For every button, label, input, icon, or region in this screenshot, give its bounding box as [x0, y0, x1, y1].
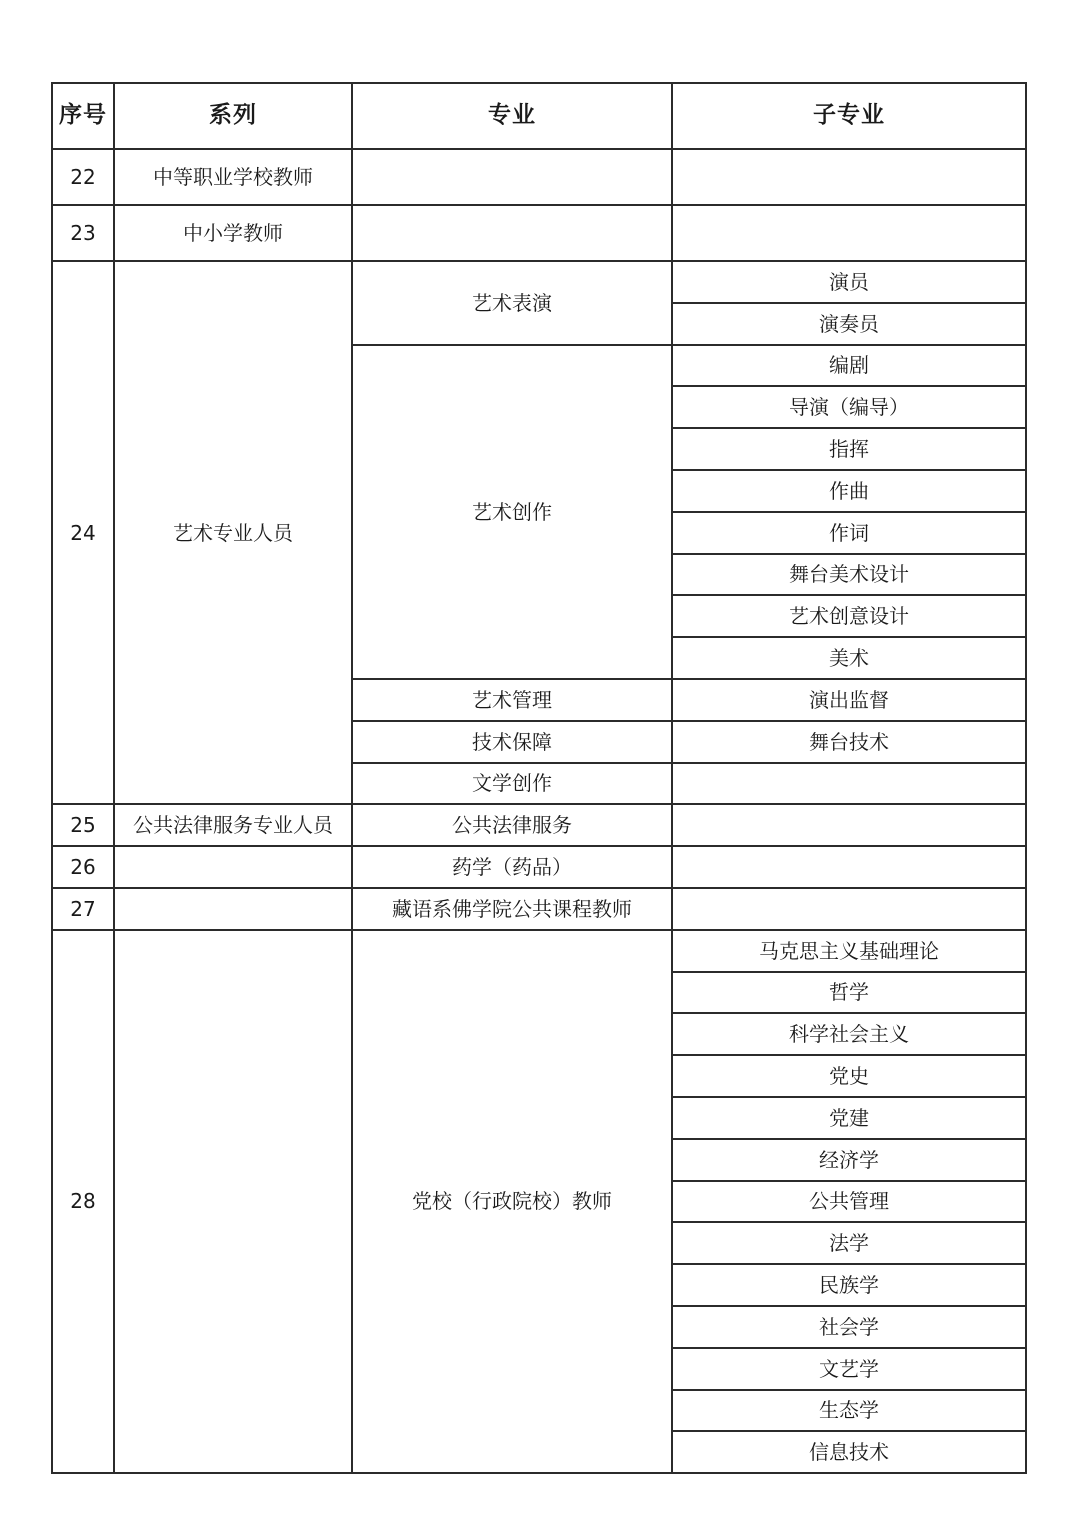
major-cell: 艺术管理	[352, 679, 672, 721]
sub-major-cell: 演奏员	[672, 303, 1026, 345]
major-cell: 艺术创作	[352, 345, 672, 679]
header-major: 专业	[352, 83, 672, 149]
sub-major-cell: 经济学	[672, 1139, 1026, 1181]
sub-major-cell	[672, 149, 1026, 205]
sub-major-cell: 民族学	[672, 1264, 1026, 1306]
sub-major-cell: 文艺学	[672, 1348, 1026, 1390]
row-number: 27	[52, 888, 114, 930]
sub-major-cell: 马克思主义基础理论	[672, 930, 1026, 972]
sub-major-cell: 美术	[672, 637, 1026, 679]
major-cell: 技术保障	[352, 721, 672, 763]
sub-major-cell: 编剧	[672, 345, 1026, 387]
row-number: 26	[52, 846, 114, 888]
sub-major-cell: 艺术创意设计	[672, 595, 1026, 637]
sub-major-cell: 作曲	[672, 470, 1026, 512]
sub-major-cell: 导演（编导）	[672, 386, 1026, 428]
sub-major-cell: 信息技术	[672, 1431, 1026, 1473]
series-cell: 中等职业学校教师	[114, 149, 352, 205]
header-no: 序号	[52, 83, 114, 149]
series-cell	[114, 888, 352, 930]
sub-major-cell: 舞台美术设计	[672, 554, 1026, 596]
row-number: 22	[52, 149, 114, 205]
sub-major-cell: 演员	[672, 261, 1026, 303]
sub-major-cell: 党建	[672, 1097, 1026, 1139]
sub-major-cell: 演出监督	[672, 679, 1026, 721]
header-row	[52, 83, 1026, 149]
sub-major-cell	[672, 888, 1026, 930]
header-sub-major: 子专业	[672, 83, 1026, 149]
table-row	[52, 930, 1026, 972]
sub-major-cell: 法学	[672, 1222, 1026, 1264]
series-cell	[114, 930, 352, 1473]
table-row	[52, 804, 1026, 846]
sub-major-cell: 指挥	[672, 428, 1026, 470]
sub-major-cell	[672, 763, 1026, 805]
sub-major-cell	[672, 846, 1026, 888]
sub-major-cell	[672, 804, 1026, 846]
major-cell: 公共法律服务	[352, 804, 672, 846]
row-number: 28	[52, 930, 114, 1473]
sub-major-cell: 哲学	[672, 972, 1026, 1014]
major-cell: 党校（行政院校）教师	[352, 930, 672, 1473]
row-number: 25	[52, 804, 114, 846]
row-number: 24	[52, 261, 114, 804]
sub-major-cell	[672, 205, 1026, 261]
series-cell	[114, 846, 352, 888]
sub-major-cell: 生态学	[672, 1390, 1026, 1432]
sub-major-cell: 公共管理	[672, 1181, 1026, 1223]
series-cell: 中小学教师	[114, 205, 352, 261]
table-row	[52, 149, 1026, 205]
series-cell: 艺术专业人员	[114, 261, 352, 804]
sub-major-cell: 作词	[672, 512, 1026, 554]
sub-major-cell: 舞台技术	[672, 721, 1026, 763]
major-cell: 藏语系佛学院公共课程教师	[352, 888, 672, 930]
sub-major-cell: 社会学	[672, 1306, 1026, 1348]
table-row	[52, 888, 1026, 930]
series-cell: 公共法律服务专业人员	[114, 804, 352, 846]
table-row	[52, 205, 1026, 261]
major-cell: 文学创作	[352, 763, 672, 805]
header-series: 系列	[114, 83, 352, 149]
major-cell: 药学（药品）	[352, 846, 672, 888]
table-row	[52, 846, 1026, 888]
sub-major-cell: 党史	[672, 1055, 1026, 1097]
table-row	[52, 261, 1026, 303]
major-cell	[352, 149, 672, 205]
major-cell: 艺术表演	[352, 261, 672, 345]
sub-major-cell: 科学社会主义	[672, 1013, 1026, 1055]
major-cell	[352, 205, 672, 261]
specialty-table	[51, 82, 1027, 1474]
row-number: 23	[52, 205, 114, 261]
